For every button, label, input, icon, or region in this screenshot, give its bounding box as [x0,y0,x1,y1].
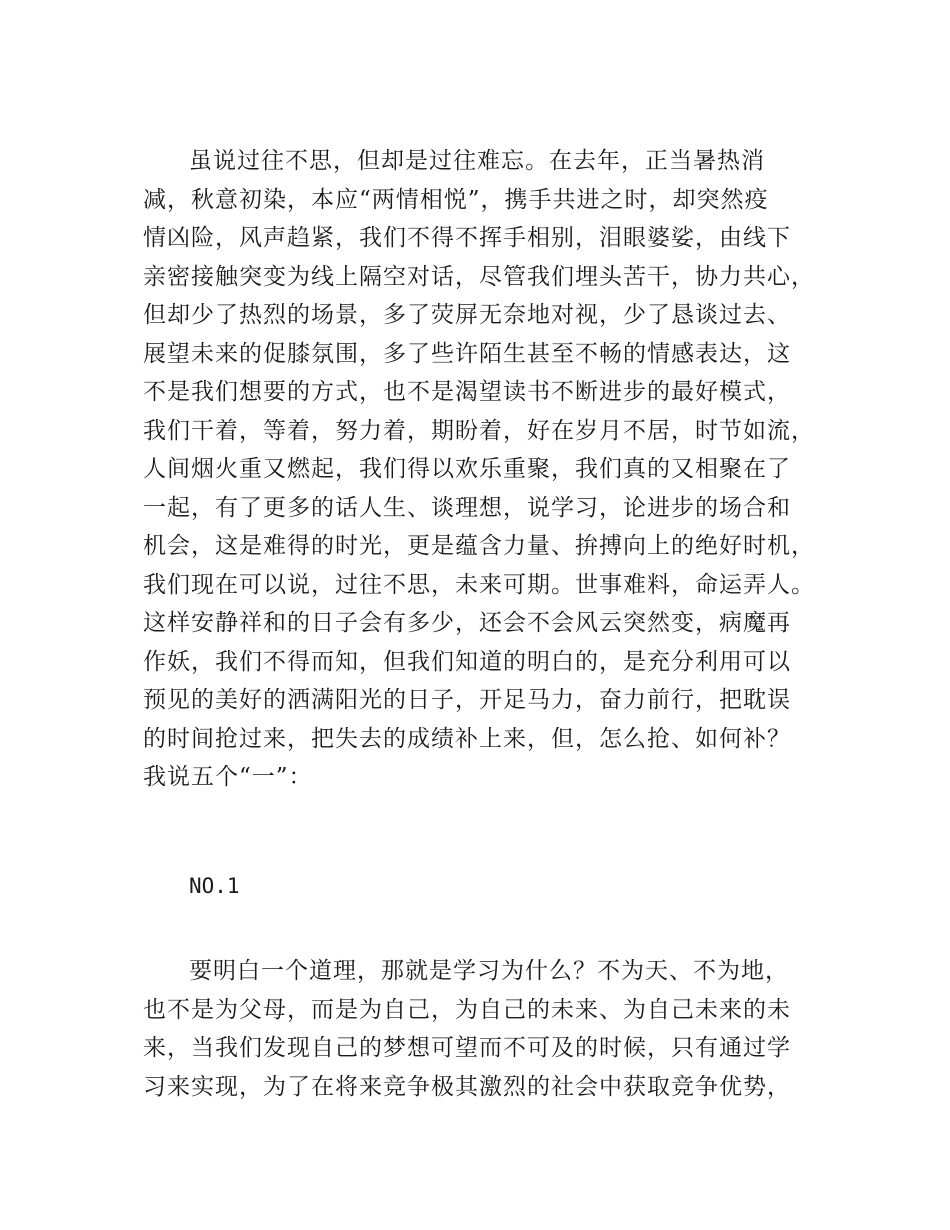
paragraph-line: 这样安静祥和的日子会有多少，还会不会风云突然变，病魔再 [143,610,791,636]
paragraph-line: 来，当我们发现自己的梦想可望而不可及的时候，只有通过学 [143,1035,791,1061]
paragraph-2 [143,952,843,1106]
paragraph-line: 习来实现，为了在将来竞争极其激烈的社会中获取竞争优势， [143,1073,791,1100]
paragraph-line: 也不是为父母，而是为自己，为自己的未来、为自己未来的未 [143,996,791,1023]
paragraph-line: 展望未来的促膝氛围，多了些许陌生甚至不畅的情感表达，这 [143,340,791,367]
paragraph-line: 我们现在可以说，过往不思，未来可期。世事难料，命运弄人。 [143,571,815,598]
paragraph-line: 亲密接触突变为线上隔空对话，尽管我们埋头苦干，协力共心， [143,263,815,290]
paragraph-line: 我说五个“一”： [143,764,313,790]
paragraph-line: 我们干着，等着，努力着，期盼着，好在岁月不居，时节如流， [143,417,815,444]
paragraph-line: 减，秋意初染，本应“两情相悦”，携手共进之时，却突然疫 [143,186,769,213]
paragraph-line: 但却少了热烈的场景，多了荧屏无奈地对视，少了恳谈过去、 [143,302,791,328]
paragraph-line: 虽说过往不思，但却是过往难忘。在去年，正当暑热消 [189,148,765,174]
paragraph-1 [143,142,843,797]
paragraph-line: 要明白一个道理，那就是学习为什么？不为天、不为地， [189,958,789,984]
paragraph-line: 人间烟火重又燃起，我们得以欢乐重聚，我们真的又相聚在了 [143,456,791,482]
section-heading: NO.1 [189,874,240,898]
paragraph-line: 情凶险，风声趋紧，我们不得不挥手相别，泪眼婆娑，由线下 [143,225,791,251]
paragraph-line: 不是我们想要的方式，也不是渴望读书不断进步的最好模式， [143,379,791,405]
paragraph-line: 机会，这是难得的时光，更是蕴含力量、拚搏向上的绝好时机， [143,533,815,559]
paragraph-line: 预见的美好的洒满阳光的日子，开足马力，奋力前行，把耽误 [143,687,791,713]
paragraph-line: 一起，有了更多的话人生、谈理想，说学习，论进步的场合和 [143,494,791,521]
paragraph-line: 的时间抢过来，把失去的成绩补上来，但，怎么抢、如何补？ [143,725,791,752]
paragraph-line: 作妖，我们不得而知，但我们知道的明白的，是充分利用可以 [143,648,791,675]
